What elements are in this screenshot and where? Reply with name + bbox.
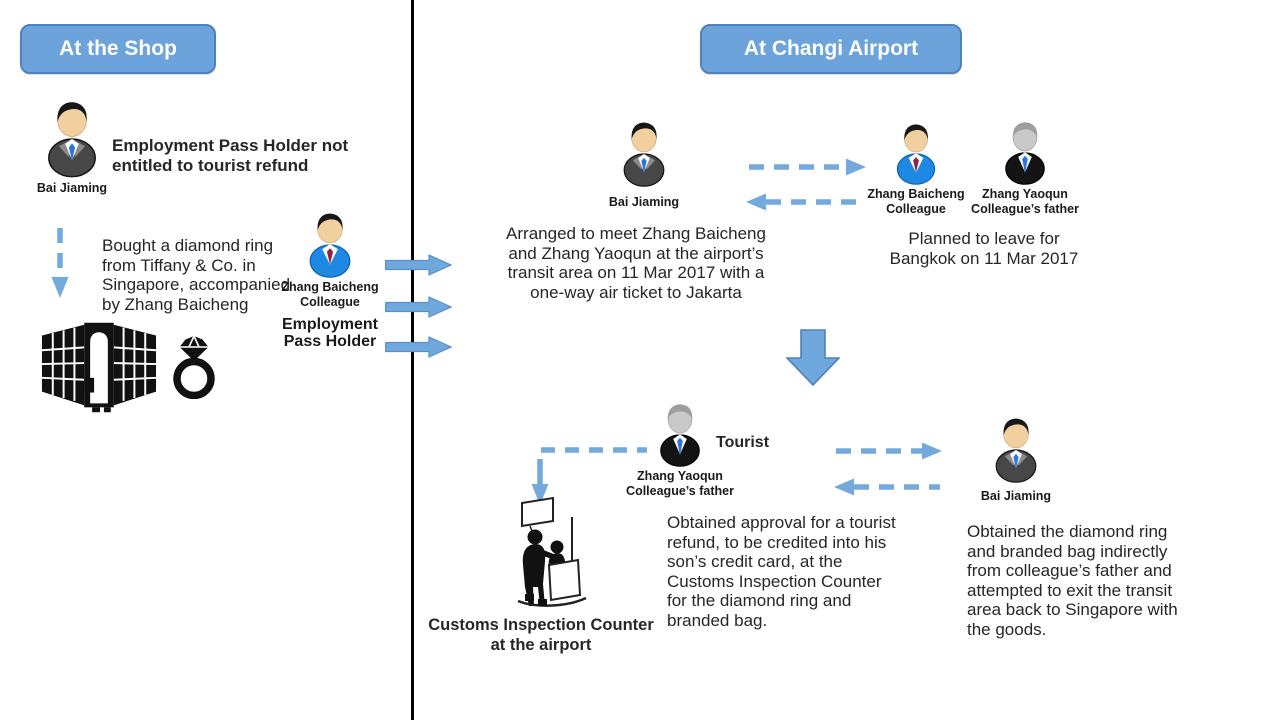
note-bought-ring: Bought a diamond ring from Tiffany & Co. in Singapore, accompanied by Zhang Baicheng: [102, 236, 291, 314]
block-arrow-down-icon: [786, 329, 840, 386]
person-bottom-bai-jiaming: [951, 417, 1081, 504]
tourist-tag: Tourist: [716, 434, 770, 451]
shop-building-icon: [40, 320, 158, 414]
dashed-arrow-left-icon: [832, 477, 942, 497]
person-dark-suit-icon: [990, 417, 1042, 483]
dashed-arrow-left-icon: [744, 192, 866, 212]
note-arranged-meet: Arranged to meet Zhang Baicheng and Zhang Yaoqun at the airport’s transit area on 11 Mar 2017 with a one-way air ticket to Jakarta: [506, 224, 766, 302]
person-grey-elder-icon: [1000, 121, 1050, 185]
person-name: Zhang Yaoqun: [637, 469, 723, 483]
person-grey-elder-icon: [655, 403, 705, 467]
person-role: Colleague’s father: [626, 484, 734, 498]
person-role: Colleague: [886, 202, 946, 216]
person-blue-shirt-icon: [304, 212, 356, 278]
person-name: Zhang Yaoqun: [982, 187, 1068, 201]
note-planned-leave: Planned to leave for Bangkok on 11 Mar 2017: [889, 229, 1079, 268]
section-divider: [411, 0, 414, 720]
block-arrow-right-icon: [385, 336, 452, 358]
person-name: Zhang Baicheng: [281, 280, 379, 294]
note-ep-not-entitled: Employment Pass Holder not entitled to tourist refund: [112, 136, 349, 175]
person-role: Colleague: [300, 295, 360, 309]
diamond-ring-icon: [168, 335, 220, 399]
section-title-airport: At Changi Airport: [700, 24, 962, 74]
section-title-shop: At the Shop: [20, 24, 216, 74]
person-name: Zhang Baicheng: [867, 187, 965, 201]
person-blue-shirt-icon: [891, 123, 941, 185]
person-name: Bai Jiaming: [608, 195, 680, 209]
person-status: Employment Pass Holder: [281, 316, 378, 350]
person-airport-bai-jiaming: [579, 121, 709, 210]
person-dark-suit-icon: [43, 99, 101, 179]
person-shop-zhang-baicheng: [265, 212, 395, 350]
note-exit-attempt: Obtained the diamond ring and branded bag indirectly from colleague’s father and attempted to exit the transit area back to Singapore with the goods.: [967, 522, 1178, 639]
dashed-arrow-right-icon: [834, 441, 944, 461]
person-role: Colleague’s father: [971, 202, 1079, 216]
note-refund-approval: Obtained approval for a tourist refund, to be credited into his son’s credit card, at the Customs Inspection Counter for the diamond ring and branded bag.: [667, 513, 896, 630]
person-name: Bai Jiaming: [36, 181, 108, 195]
block-arrow-right-icon: [385, 254, 452, 276]
dashed-down-arrow-icon: [50, 225, 70, 305]
customs-counter-icon: [505, 494, 600, 612]
counter-label: Customs Inspection Counter at the airport: [428, 616, 654, 654]
dashed-arrow-right-icon: [746, 157, 868, 177]
person-dark-suit-icon: [618, 121, 670, 187]
dashed-line-icon: [541, 446, 647, 454]
person-airport-zhang-yaoqun: [960, 121, 1090, 217]
person-name: Bai Jiaming: [980, 489, 1052, 503]
block-arrow-right-icon: [385, 296, 452, 318]
